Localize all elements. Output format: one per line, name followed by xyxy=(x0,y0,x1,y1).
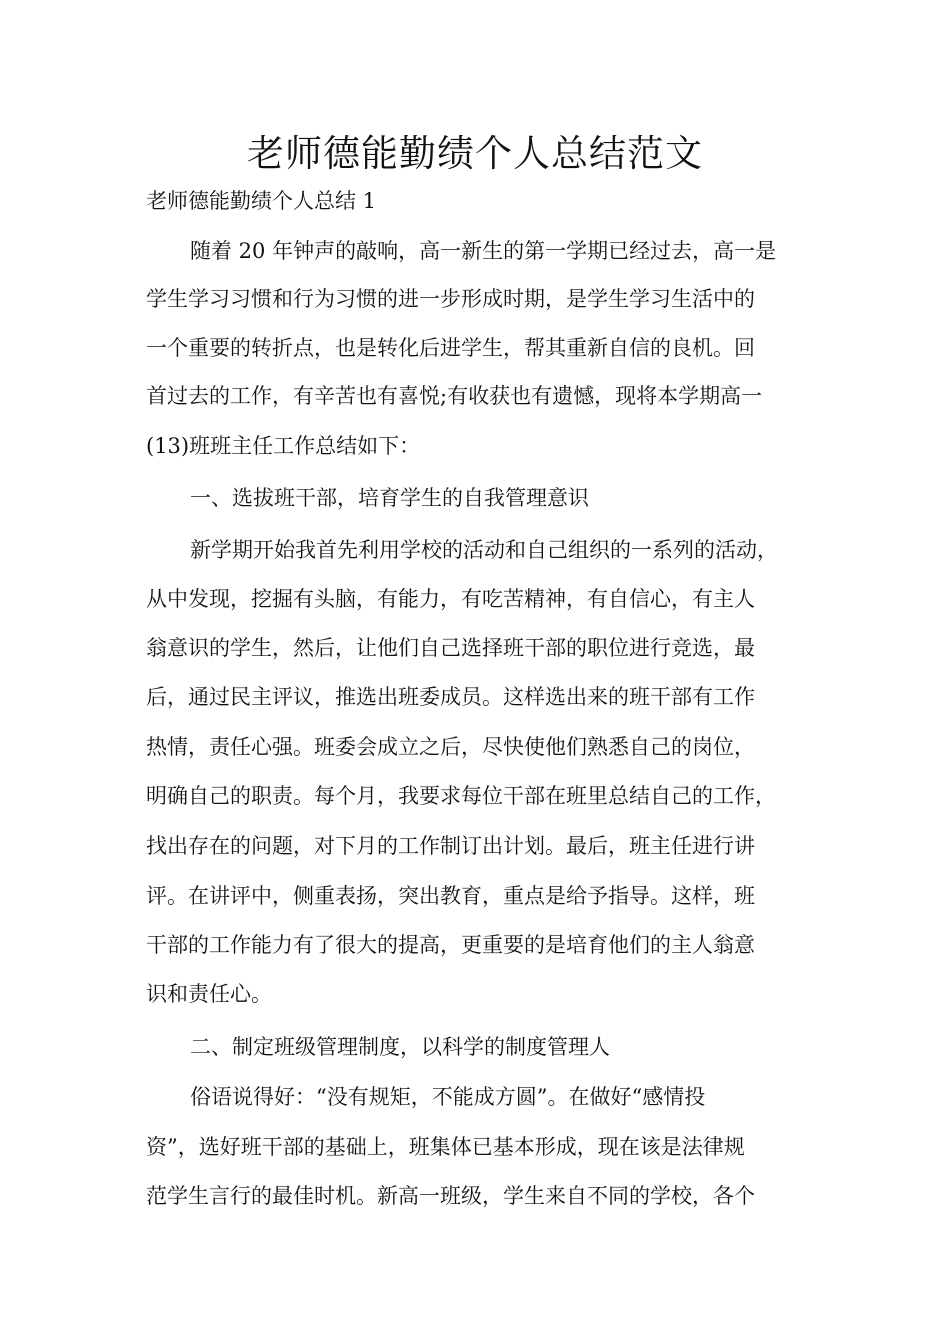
body-line: (13)班班主任工作总结如下： xyxy=(146,434,421,458)
body-line: 新学期开始我首先利用学校的活动和自己组织的一系列的活动， xyxy=(190,538,778,562)
subheading-line: 一、选拔班干部，培育学生的自我管理意识 xyxy=(190,486,589,510)
body-line: 翁意识的学生，然后，让他们自己选择班干部的职位进行竞选，最 xyxy=(146,636,755,660)
body-line: 首过去的工作，有辛苦也有喜悦;有收获也有遗憾，现将本学期高一 xyxy=(146,384,763,408)
body-line: 后，通过民主评议，推选出班委成员。这样选出来的班干部有工作 xyxy=(146,685,755,709)
body-line: 随着 20 年钟声的敲响，高一新生的第一学期已经过去，高一是 xyxy=(190,239,777,263)
body-line: 俗语说得好：“没有规矩，不能成方圆”。在做好“感情投 xyxy=(190,1085,706,1109)
document-title: 老师德能勤绩个人总结范文 xyxy=(247,132,703,175)
body-line: 识和责任心。 xyxy=(146,982,272,1006)
body-line: 找出存在的问题，对下月的工作制订出计划。最后，班主任进行讲 xyxy=(146,834,755,858)
body-line: 热情，责任心强。班委会成立之后，尽快使他们熟悉自己的岗位， xyxy=(146,735,755,759)
section-heading: 老师德能勤绩个人总结 1 xyxy=(146,189,377,213)
body-line: 范学生言行的最佳时机。新高一班级，学生来自不同的学校，各个 xyxy=(146,1184,755,1208)
body-line: 评。在讲评中，侧重表扬，突出教育，重点是给予指导。这样，班 xyxy=(146,884,755,908)
body-line: 明确自己的职责。每个月，我要求每位干部在班里总结自己的工作， xyxy=(146,784,776,808)
body-line: 资”，选好班干部的基础上，班集体已基本形成，现在该是法律规 xyxy=(146,1135,745,1159)
body-line: 学生学习习惯和行为习惯的进一步形成时期，是学生学习生活中的 xyxy=(146,287,755,311)
body-line: 一个重要的转折点，也是转化后进学生，帮其重新自信的良机。回 xyxy=(146,336,755,360)
body-line: 干部的工作能力有了很大的提高，更重要的是培育他们的主人翁意 xyxy=(146,933,755,957)
body-line: 从中发现，挖掘有头脑，有能力，有吃苦精神，有自信心，有主人 xyxy=(146,587,755,611)
subheading-line: 二、制定班级管理制度，以科学的制度管理人 xyxy=(190,1035,610,1059)
